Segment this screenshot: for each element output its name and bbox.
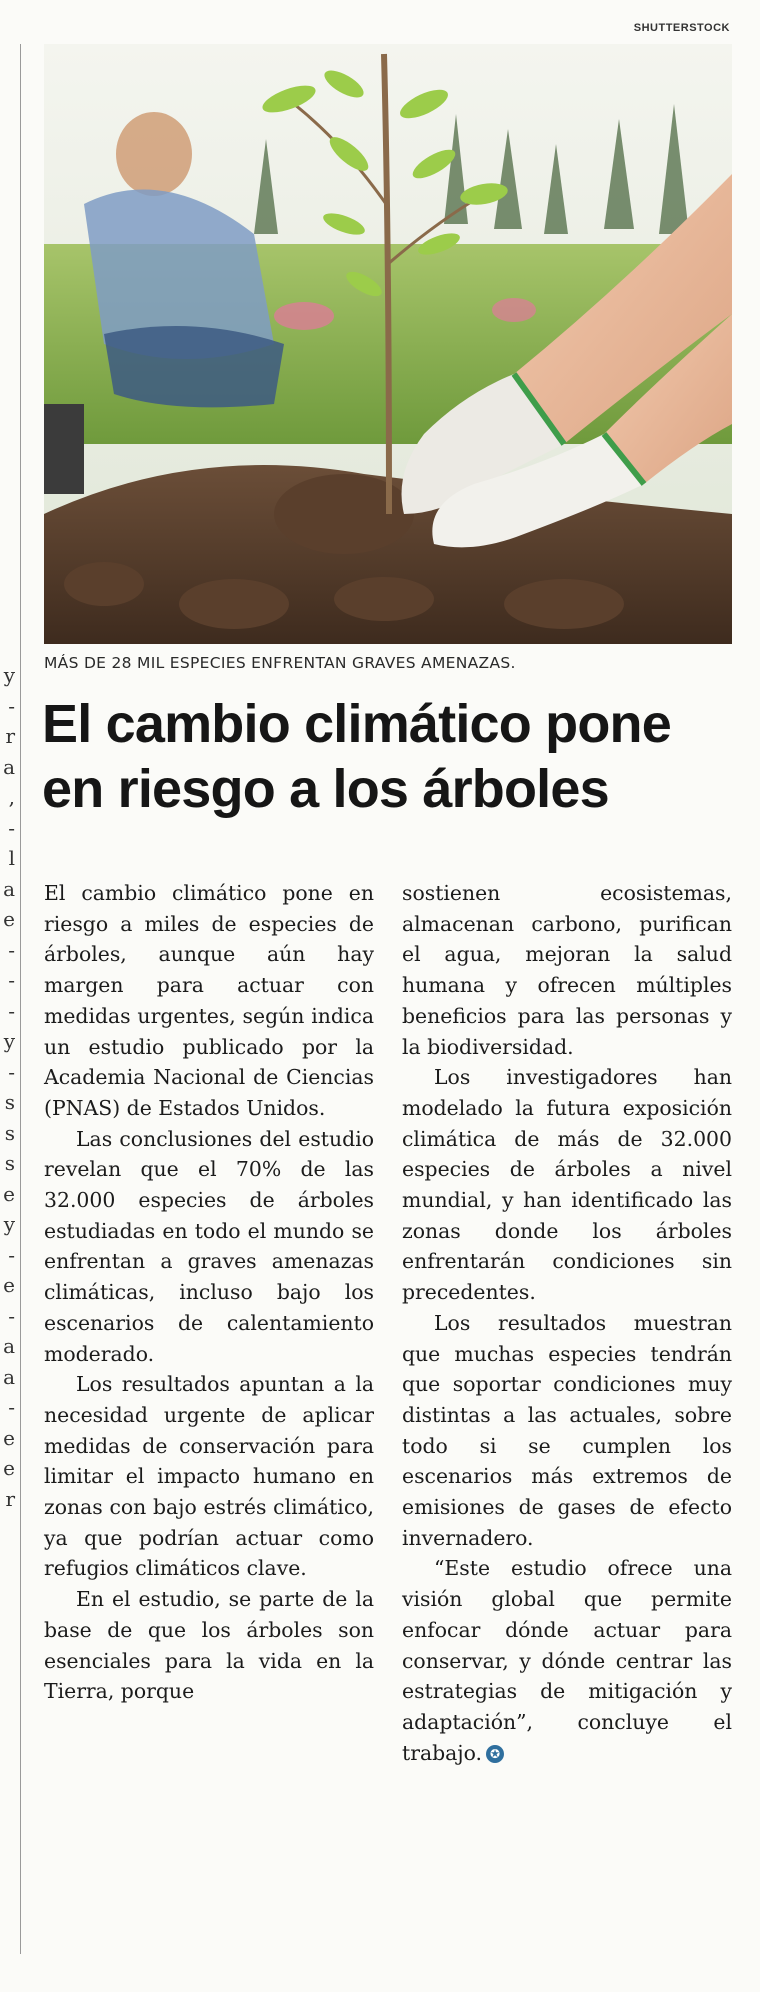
previous-column-fragment: e xyxy=(3,1181,15,1206)
previous-column-fragment: r xyxy=(5,724,15,748)
article-column-left xyxy=(44,878,374,1707)
previous-column-fragment: e xyxy=(3,1456,15,1480)
previous-column-fragment: e xyxy=(3,1425,15,1450)
previous-column-fragment: y xyxy=(3,1212,15,1236)
previous-column-fragment: - xyxy=(8,815,15,840)
previous-column-fragment: , xyxy=(8,785,15,809)
previous-column-fragment: a xyxy=(3,1364,15,1389)
column-divider xyxy=(20,44,21,1954)
previous-column-fragment: - xyxy=(8,1242,15,1267)
previous-column-fragment: y xyxy=(3,663,15,687)
article-column-right xyxy=(402,878,732,1768)
previous-column-fragment: - xyxy=(8,1059,15,1084)
previous-column-fragment: s xyxy=(4,1090,15,1114)
previous-column-fragment: - xyxy=(8,1303,15,1328)
previous-column-fragment: e xyxy=(3,1273,15,1297)
previous-column-fragment: - xyxy=(8,937,15,962)
article-headline: El cambio climático pone en riesgo a los árboles xyxy=(42,694,671,819)
previous-column-fragment: s xyxy=(4,1120,15,1145)
article-final-text: “Este estudio ofrece una visión global que permite enfocar dónde actuar para conservar, y dónde centrar las estrategias de mitigación y adaptación”, concluye el trabajo. xyxy=(402,1556,732,1765)
article-paragraph: Los resultados muestran que muchas especies tendrán que soportar condiciones muy distintas a las actuales, sobre todo si se cumplen los escenarios más extremos de emisiones de gases de efecto invernadero. xyxy=(402,1310,732,1550)
previous-column-fragment: - xyxy=(8,998,15,1023)
previous-column-fragment: - xyxy=(8,968,15,992)
previous-column-fragment: a xyxy=(3,754,15,779)
photo-caption: MÁS DE 28 MIL ESPECIES ENFRENTAN GRAVES AMENAZAS. xyxy=(44,654,516,672)
previous-column-fragment: - xyxy=(8,693,15,718)
photo-credit: SHUTTERSTOCK xyxy=(633,22,730,34)
article-paragraph: Los resultados apuntan a la necesidad urgente de aplicar medidas de conservación para limitar el impacto humano en zonas con bajo estrés climático, ya que podrían actuar como refugios climáticos clave. xyxy=(44,1372,374,1581)
previous-column-fragment: l xyxy=(8,846,15,870)
article-paragraph: En el estudio, se parte de la base de que los árboles son esenciales para la vida en la Tierra, porque xyxy=(44,1587,374,1704)
article-paragraph: Las conclusiones del estudio revelan que el 70% de las 32.000 especies de árboles estudiadas en todo el mundo se enfrentan a graves amenazas climáticas, incluso bajo los escenarios de calentamiento moderado. xyxy=(44,1126,374,1366)
previous-column-fragment: y xyxy=(3,1029,15,1053)
article-paragraph: Los investigadores han modelado la futura exposición climática de más de 32.000 especies de árboles a nivel mundial, y han identificado las zonas donde los árboles enfrentarán condiciones sin precedentes. xyxy=(402,1065,732,1305)
article-paragraph: El cambio climático pone en riesgo a miles de especies de árboles, aunque aún hay margen para actuar con medidas urgentes, según indica un estudio publicado por la Academia Nacional de Ciencias (PNAS) de Estados Unidos. xyxy=(44,881,374,1120)
previous-column-fragment: r xyxy=(5,1486,15,1511)
previous-column-fragment: a xyxy=(3,876,15,901)
article-paragraph: sostienen ecosistemas, almacenan carbono, purifican el agua, mejoran la salud humana y ofrecen múltiples beneficios para las personas y la biodiversidad. xyxy=(402,881,732,1059)
previous-column-fragment: s xyxy=(4,1151,15,1175)
article-paragraph-final xyxy=(402,1553,732,1768)
previous-column-fragment: e xyxy=(3,907,15,931)
previous-column-fragments xyxy=(0,660,18,1950)
end-of-article-icon: ✪ xyxy=(486,1745,504,1763)
article-photo xyxy=(44,44,732,644)
previous-column-fragment: a xyxy=(3,1334,15,1358)
previous-column-fragment: - xyxy=(8,1395,15,1419)
